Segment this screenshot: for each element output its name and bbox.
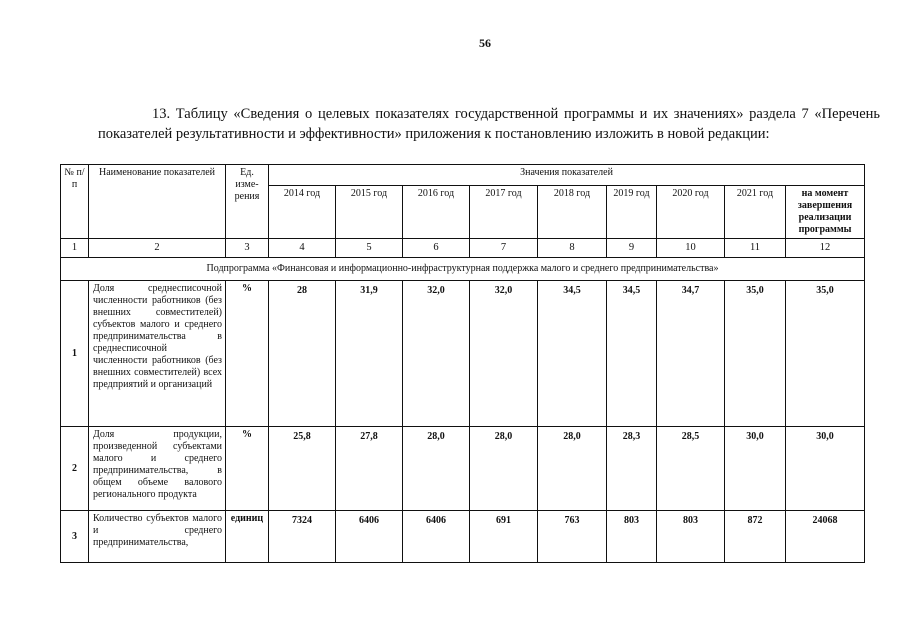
- column-number-row: [61, 239, 865, 258]
- header-num: № п/п: [61, 165, 89, 239]
- indicator-value: 691: [470, 511, 538, 563]
- indicator-value: 28,0: [470, 427, 538, 511]
- indicator-value: 35,0: [786, 281, 865, 427]
- indicator-value: 34,5: [607, 281, 657, 427]
- header-unit: Ед. изме- рения: [226, 165, 269, 239]
- header-year: 2018 год: [538, 186, 607, 239]
- indicator-value: 28,5: [657, 427, 725, 511]
- table-header-row: [61, 165, 865, 186]
- column-number: 6: [403, 239, 470, 258]
- header-year: 2020 год: [657, 186, 725, 239]
- indicator-unit: единиц: [226, 511, 269, 563]
- indicator-value: 30,0: [786, 427, 865, 511]
- header-year: 2021 год: [725, 186, 786, 239]
- column-number: 5: [336, 239, 403, 258]
- indicator-value: 6406: [336, 511, 403, 563]
- header-year: 2015 год: [336, 186, 403, 239]
- header-year: 2016 год: [403, 186, 470, 239]
- header-values-group: Значения показателей: [269, 165, 865, 186]
- indicator-value: 35,0: [725, 281, 786, 427]
- row-number: 3: [61, 511, 89, 563]
- indicator-value: 30,0: [725, 427, 786, 511]
- indicator-value: 28: [269, 281, 336, 427]
- indicator-value: 34,7: [657, 281, 725, 427]
- indicator-name: Доля продукции, произведенной субъектами малого и среднего предпринимательства, в общем объеме валового регионального продукта: [89, 427, 226, 511]
- table-row: [61, 511, 865, 563]
- indicator-value: 28,0: [538, 427, 607, 511]
- column-number: 1: [61, 239, 89, 258]
- indicator-unit: %: [226, 281, 269, 427]
- indicator-value: 7324: [269, 511, 336, 563]
- page-number: 56: [479, 36, 491, 50]
- indicator-value: 27,8: [336, 427, 403, 511]
- indicator-value: 25,8: [269, 427, 336, 511]
- table-row: [61, 281, 865, 427]
- column-number: 9: [607, 239, 657, 258]
- indicator-value: 32,0: [470, 281, 538, 427]
- indicator-name: Доля среднесписочной численности работников (без внешних совместителей) субъектов малого и среднего предпринимательства в среднесписочной численности работников (без внешних совместителей) всех предприятий и организаций: [89, 281, 226, 427]
- indicator-name: Количество субъектов малого и среднего предпринимательства,: [89, 511, 226, 563]
- column-number: 3: [226, 239, 269, 258]
- header-year: 2014 год: [269, 186, 336, 239]
- column-number: 11: [725, 239, 786, 258]
- subprogram-title: Подпрограмма «Финансовая и информационно-инфраструктурная поддержка малого и среднего предпринимательства»: [61, 258, 865, 281]
- indicator-unit: %: [226, 427, 269, 511]
- indicators-table: [60, 164, 865, 563]
- row-number: 2: [61, 427, 89, 511]
- indicator-value: 34,5: [538, 281, 607, 427]
- column-number: 10: [657, 239, 725, 258]
- header-year: 2017 год: [470, 186, 538, 239]
- indicator-value: 32,0: [403, 281, 470, 427]
- indicator-value: 803: [607, 511, 657, 563]
- intro-paragraph: [98, 104, 880, 144]
- header-final: на момент завершения реализации программы: [786, 186, 865, 239]
- column-number: 2: [89, 239, 226, 258]
- indicator-value: 24068: [786, 511, 865, 563]
- column-number: 4: [269, 239, 336, 258]
- table-row: [61, 427, 865, 511]
- indicator-value: 803: [657, 511, 725, 563]
- indicator-value: 31,9: [336, 281, 403, 427]
- row-number: 1: [61, 281, 89, 427]
- column-number: 7: [470, 239, 538, 258]
- indicator-value: 28,0: [403, 427, 470, 511]
- subprogram-row: [61, 258, 865, 281]
- indicator-value: 763: [538, 511, 607, 563]
- indicator-value: 6406: [403, 511, 470, 563]
- indicator-value: 872: [725, 511, 786, 563]
- intro-text: 13. Таблицу «Сведения о целевых показателях государственной программы и их значениях» раздела 7 «Перечень показателей результативности и эффективности» приложения к постановлению изложить в новой редакции:: [98, 106, 880, 142]
- header-name: Наименование показателей: [89, 165, 226, 239]
- indicator-value: 28,3: [607, 427, 657, 511]
- header-year: 2019 год: [607, 186, 657, 239]
- column-number: 8: [538, 239, 607, 258]
- column-number: 12: [786, 239, 865, 258]
